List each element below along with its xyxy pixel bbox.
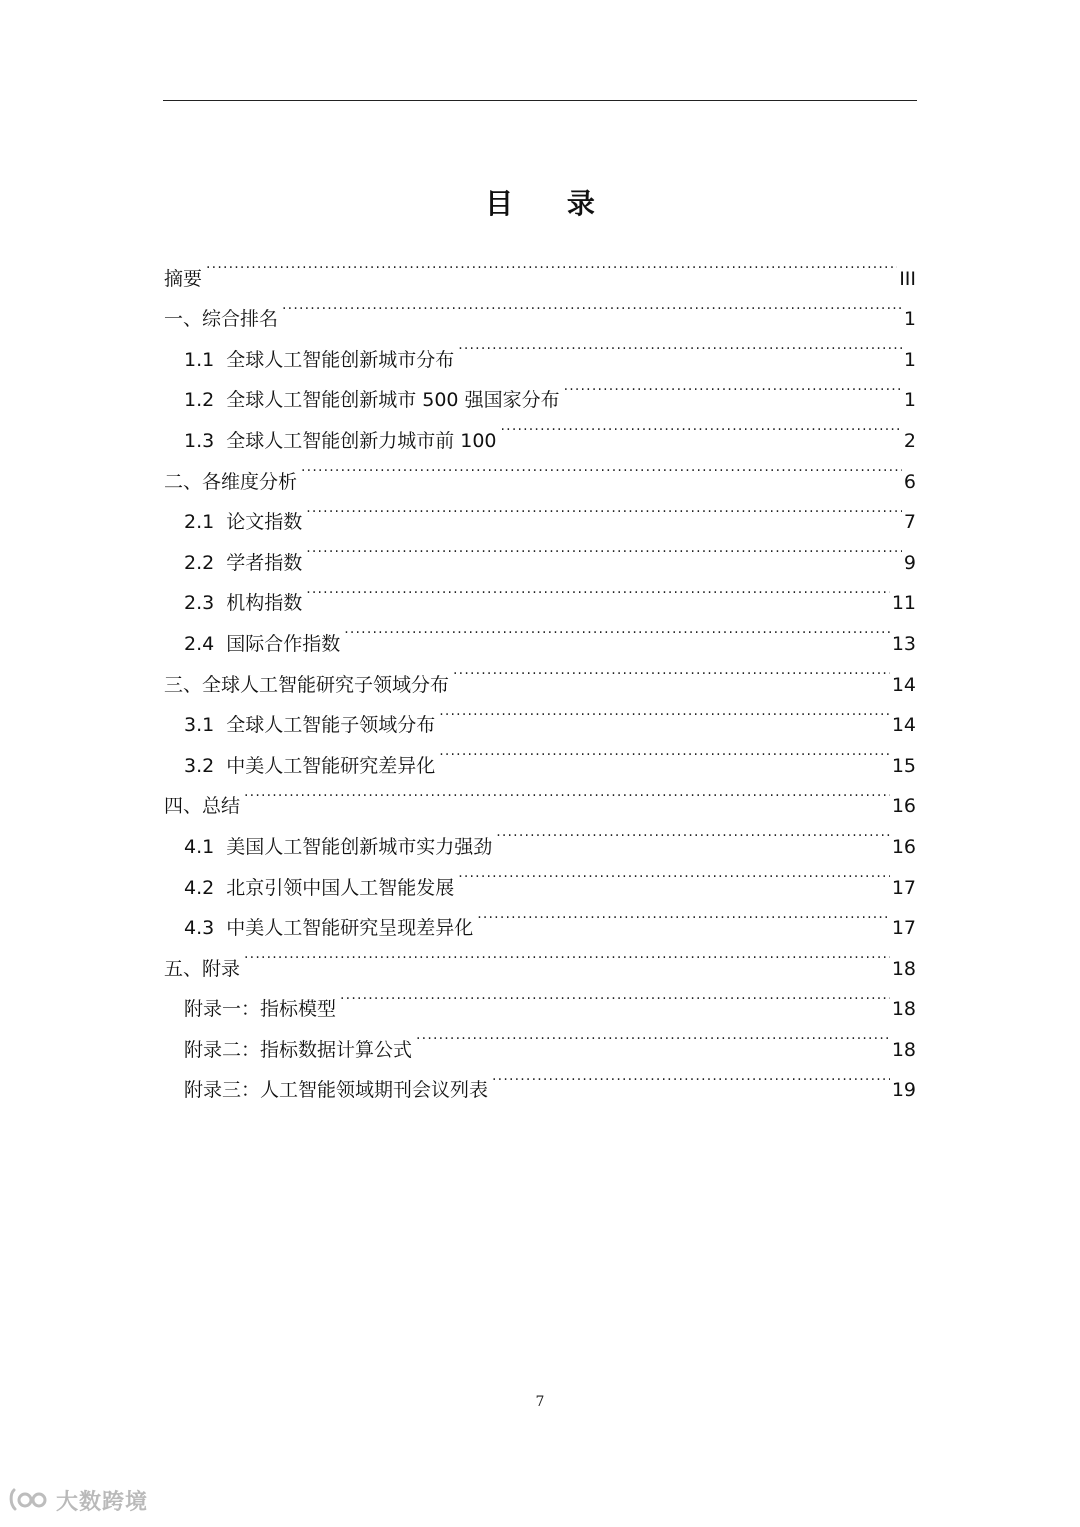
toc-entry-page: 18 [891, 957, 916, 980]
toc-title: 目 录 [485, 187, 617, 220]
toc-entry-number: 2.1 [184, 511, 215, 534]
toc-entry-title: 一、综合排名 [164, 308, 279, 331]
watermark [8, 1485, 148, 1515]
toc-entry-title: 全球人工智能子领域分布 [226, 714, 436, 737]
toc-dot-leader [206, 244, 897, 285]
toc-entry[interactable] [164, 934, 916, 980]
toc-dot-leader [244, 934, 890, 975]
toc-dot-leader [306, 488, 902, 529]
toc-entry-title: 中美人工智能研究呈现差异化 [226, 917, 474, 940]
toc-entry-page: 15 [891, 754, 916, 777]
toc-entry-title: 全球人工智能创新城市分布 [226, 348, 455, 371]
toc-dot-leader [501, 406, 902, 447]
toc-dot-leader [458, 853, 890, 894]
toc-entry-title: 四、总结 [164, 795, 241, 818]
toc-dot-leader [306, 528, 902, 569]
toc-entry[interactable] [164, 812, 916, 858]
toc-dot-leader [344, 609, 890, 650]
toc-entry-title: 全球人工智能创新城市 500 强国家分布 [226, 389, 560, 412]
toc-entry-page: 1 [903, 308, 916, 331]
toc-entry-page: 18 [891, 1038, 916, 1061]
toc-entry[interactable] [164, 772, 916, 818]
toc-dot-leader [496, 812, 890, 853]
toc-entry-title: 北京引领中国人工智能发展 [226, 876, 455, 899]
toc-entry-number: 2.4 [184, 632, 215, 655]
toc-dot-leader [301, 447, 902, 488]
toc-entry-number: 3.1 [184, 714, 215, 737]
toc-dot-leader [282, 285, 902, 326]
toc-entry-title: 中美人工智能研究差异化 [226, 754, 436, 777]
toc-entry-title: 国际合作指数 [226, 632, 341, 655]
toc-entry-page: 1 [903, 348, 916, 371]
toc-entry-page: III [899, 267, 916, 290]
toc-entry-number: 2.2 [184, 551, 215, 574]
toc-entry-number: 4.3 [184, 917, 215, 940]
toc-entry-page: 9 [903, 551, 916, 574]
toc-entry-page: 13 [891, 632, 916, 655]
toc-entry-page: 17 [891, 917, 916, 940]
toc-entry-number: 1.1 [184, 348, 215, 371]
toc-dot-leader [244, 772, 890, 813]
toc-entry-number: 1.3 [184, 429, 215, 452]
toc-entry-page: 18 [891, 998, 916, 1021]
toc-entry-page: 14 [891, 673, 916, 696]
toc-dot-leader [340, 975, 890, 1016]
toc-entry-page: 11 [891, 592, 916, 615]
toc-entry-number: 1.2 [184, 389, 215, 412]
toc-entry[interactable] [164, 975, 916, 1021]
toc-entry-number: 4.2 [184, 876, 215, 899]
watermark-text: 大数跨境 [56, 1489, 149, 1515]
toc-dot-leader [439, 731, 890, 772]
toc-entry-title: 二、各维度分析 [164, 470, 298, 493]
toc-entry-page: 6 [903, 470, 916, 493]
toc-entry-page: 19 [891, 1079, 916, 1102]
toc-entry-title: 五、附录 [164, 957, 241, 980]
toc-entry-title: 附录三：人工智能领域期刊会议列表 [184, 1079, 489, 1102]
toc-dot-leader [458, 325, 902, 366]
toc-dot-leader [477, 894, 890, 935]
toc-entry-title: 机构指数 [226, 592, 303, 615]
toc-entry-page: 1 [903, 389, 916, 412]
logo-mark-icon [8, 1486, 52, 1514]
toc-entry[interactable] [164, 244, 916, 290]
toc-entry-page: 17 [891, 876, 916, 899]
toc-entry-number: 4.1 [184, 835, 215, 858]
toc-dot-leader [306, 569, 890, 610]
toc-entry-page: 16 [891, 795, 916, 818]
table-of-contents [164, 244, 916, 1102]
toc-dot-leader [453, 650, 890, 691]
toc-entry-title: 附录一：指标模型 [184, 998, 337, 1021]
toc-dot-leader [439, 691, 890, 732]
toc-entry-title: 全球人工智能创新力城市前 100 [226, 429, 497, 452]
page-number: 7 [535, 1394, 545, 1410]
toc-entry-page: 7 [903, 511, 916, 534]
toc-entry-number: 3.2 [184, 754, 215, 777]
toc-entry-title: 学者指数 [226, 551, 303, 574]
toc-entry-title: 附录二：指标数据计算公式 [184, 1038, 413, 1061]
toc-entry-page: 2 [903, 429, 916, 452]
toc-entry-page: 16 [891, 835, 916, 858]
toc-entry[interactable] [164, 285, 916, 331]
toc-entry-title: 摘要 [164, 267, 203, 290]
toc-entry-title: 论文指数 [226, 511, 303, 534]
toc-entry-title: 美国人工智能创新城市实力强劲 [226, 835, 493, 858]
toc-dot-leader [416, 1015, 890, 1056]
toc-entry-title: 三、全球人工智能研究子领域分布 [164, 673, 450, 696]
header-rule [163, 100, 917, 101]
toc-dot-leader [564, 366, 902, 407]
toc-entry-number: 2.3 [184, 592, 215, 615]
toc-dot-leader [492, 1056, 890, 1097]
toc-entry-page: 14 [891, 714, 916, 737]
